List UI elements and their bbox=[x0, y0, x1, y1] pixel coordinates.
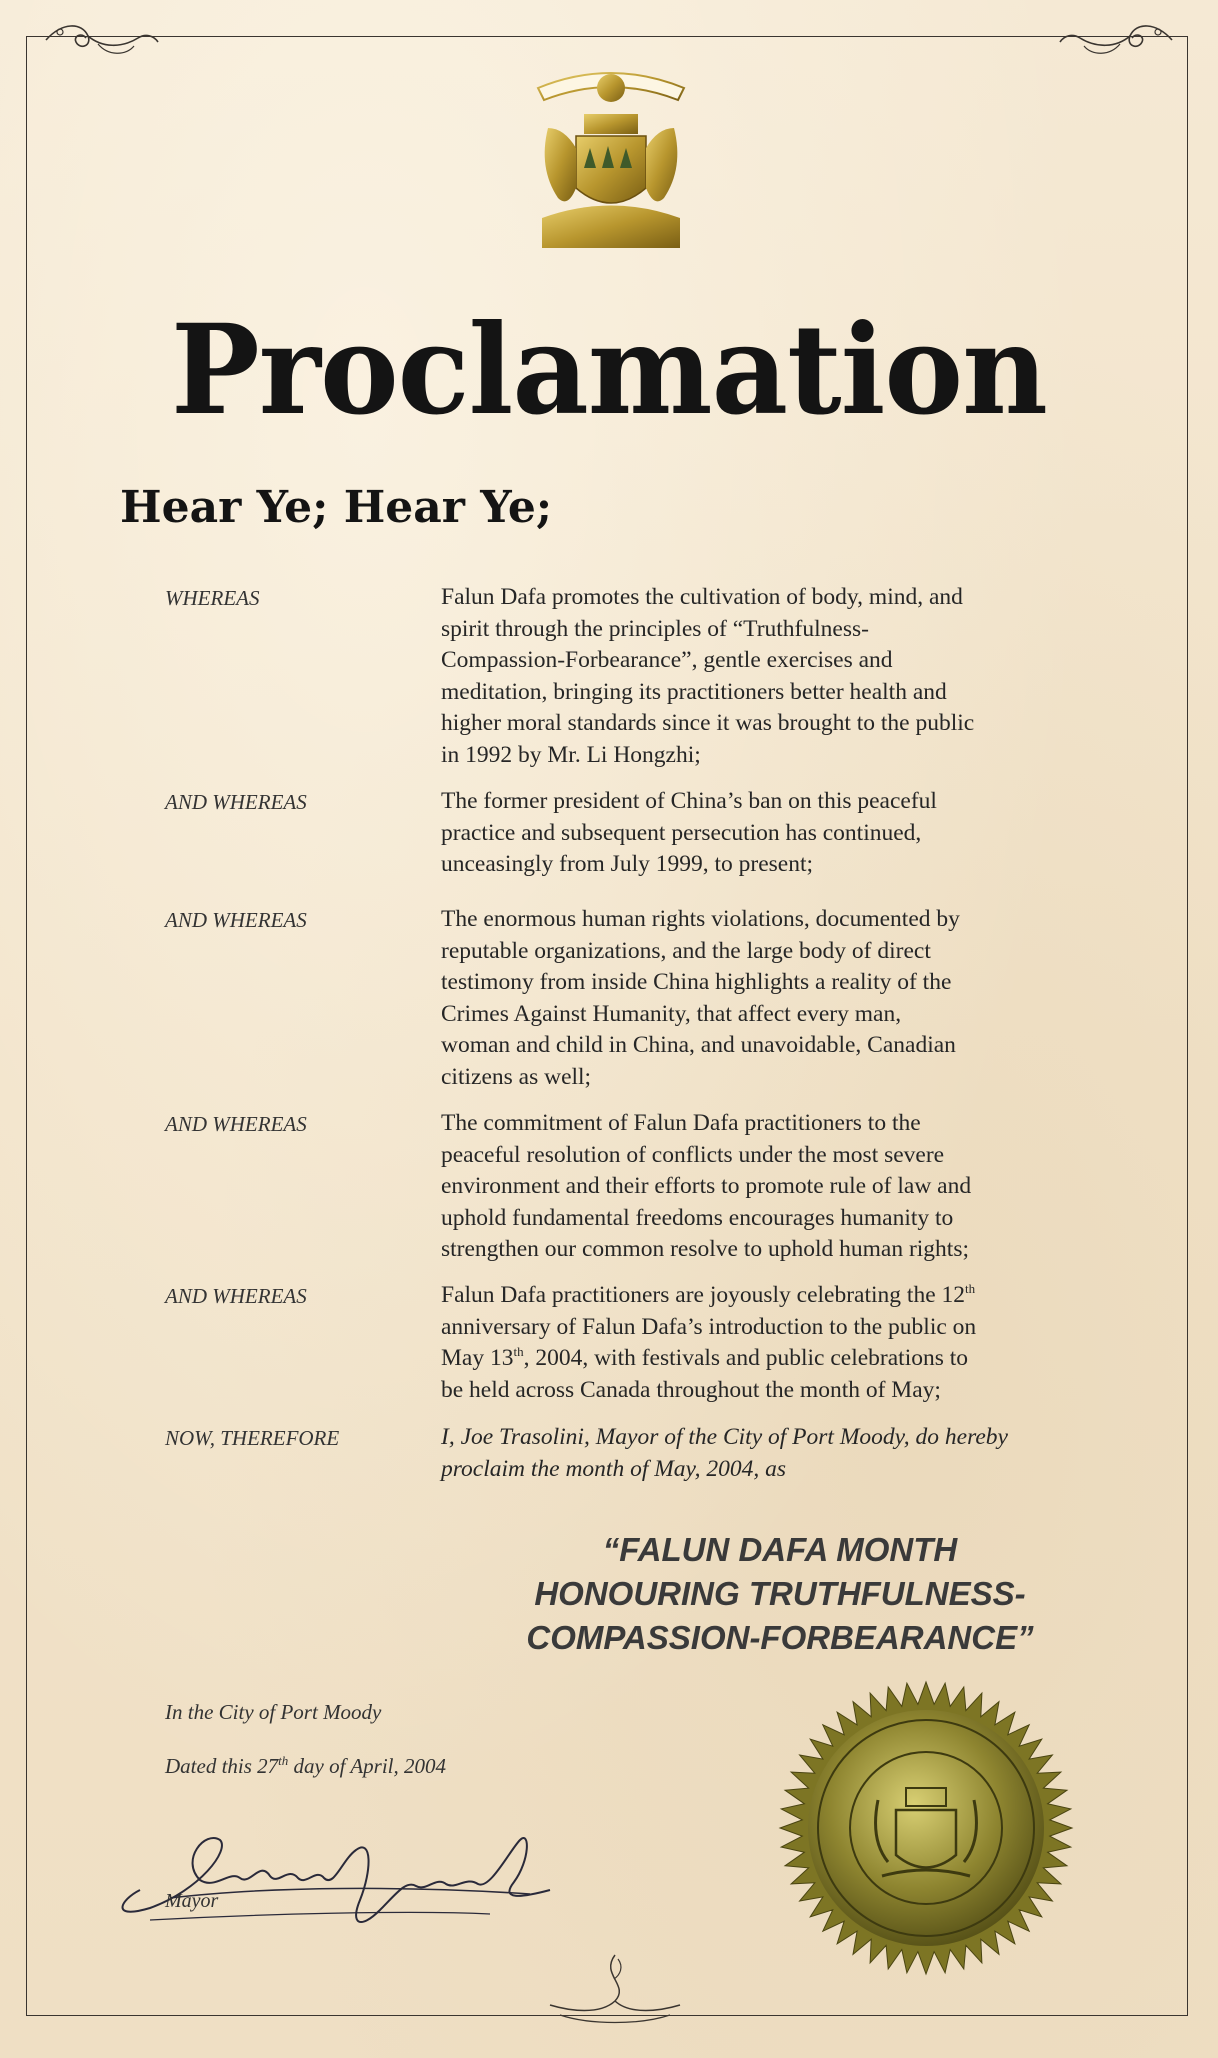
clause-line: unceasingly from July 1999, to present; bbox=[441, 851, 814, 877]
clause-line: May 13th, 2004, with festivals and public celebrations to bbox=[441, 1344, 969, 1371]
clause-line: The former president of China’s ban on this peaceful bbox=[441, 788, 937, 814]
clause-line: reputable organizations, and the large body of direct bbox=[441, 937, 931, 964]
clause-label: AND WHEREAS bbox=[165, 908, 307, 932]
clause-text bbox=[441, 1108, 1101, 1266]
clause-line: citizens as well; bbox=[441, 1063, 592, 1090]
clause-label: AND WHEREAS bbox=[165, 1284, 307, 1308]
clause-line: meditation, bringing its practitioners better health and bbox=[441, 678, 947, 705]
city-gold-seal-icon bbox=[778, 1680, 1074, 1976]
clause-line: environment and their efforts to promote rule of law and bbox=[441, 1173, 972, 1199]
clause-line: practice and subsequent persecution has continued, bbox=[441, 819, 922, 846]
clause-line: in 1992 by Mr. Li Hongzhi; bbox=[441, 741, 701, 768]
clause-line: Falun Dafa practitioners are joyously celebrating the 12th bbox=[441, 1281, 976, 1308]
clause-line: The enormous human rights violations, documented by bbox=[441, 906, 960, 932]
clause-text bbox=[441, 582, 1101, 771]
closing-place: In the City of Port Moody bbox=[165, 1700, 382, 1724]
clause-line: be held across Canada throughout the month of May; bbox=[441, 1376, 941, 1403]
clause-line: uphold fundamental freedoms encourages humanity to bbox=[441, 1204, 954, 1231]
clause-text bbox=[441, 1422, 1101, 1485]
clause-label: NOW, THEREFORE bbox=[165, 1426, 340, 1450]
clause-line: woman and child in China, and unavoidable, Canadian bbox=[441, 1032, 956, 1058]
clause-line: Crimes Against Humanity, that affect every man, bbox=[441, 1000, 902, 1027]
closing-date: Dated this 27th day of April, 2004 bbox=[165, 1753, 446, 1778]
clause-line: strengthen our common resolve to uphold human rights; bbox=[441, 1236, 970, 1262]
city-coat-of-arms-crest-icon bbox=[528, 58, 694, 258]
bottom-flourish-ornament bbox=[530, 1945, 700, 2025]
clause-label: AND WHEREAS bbox=[165, 790, 307, 814]
clause-line: proclaim the month of May, 2004, as bbox=[441, 1455, 787, 1482]
declaration-line: COMPASSION-FORBEARANCE” bbox=[526, 1619, 1034, 1656]
clause-label: WHEREAS bbox=[165, 586, 260, 610]
proclamation-declaration bbox=[430, 1528, 1130, 1660]
top-right-flourish-ornament bbox=[1056, 18, 1176, 62]
clause-text bbox=[441, 786, 1101, 881]
clause-line: Falun Dafa promotes the cultivation of body, mind, and bbox=[441, 584, 963, 610]
clause-text bbox=[441, 1280, 1101, 1406]
declaration-line: “FALUN DAFA MONTH bbox=[602, 1531, 958, 1568]
clause-text bbox=[441, 904, 1101, 1093]
salutation-heading: Hear Ye; Hear Ye; bbox=[120, 482, 553, 533]
clause-label: AND WHEREAS bbox=[165, 1112, 307, 1136]
clause-line: testimony from inside China highlights a reality of the bbox=[441, 969, 952, 995]
clause-line: The commitment of Falun Dafa practitioners to the bbox=[441, 1110, 921, 1136]
clause-line: spirit through the principles of “Truthfulness- bbox=[441, 615, 869, 642]
clause-line: Compassion-Forbearance”, gentle exercises and bbox=[441, 647, 893, 673]
clause-line: peaceful resolution of conflicts under the most severe bbox=[441, 1141, 945, 1168]
mayor-handwritten-signature bbox=[110, 1790, 560, 1940]
signer-title: Mayor bbox=[165, 1890, 219, 1912]
clause-line: anniversary of Falun Dafa’s introduction to the public on bbox=[441, 1313, 977, 1340]
document-title: Proclamation bbox=[171, 296, 1047, 443]
top-left-flourish-ornament bbox=[42, 18, 162, 62]
declaration-line: HONOURING TRUTHFULNESS- bbox=[534, 1575, 1026, 1612]
clause-line: higher moral standards since it was brought to the public bbox=[441, 710, 975, 736]
clause-line: I, Joe Trasolini, Mayor of the City of Port Moody, do hereby bbox=[441, 1424, 1008, 1450]
